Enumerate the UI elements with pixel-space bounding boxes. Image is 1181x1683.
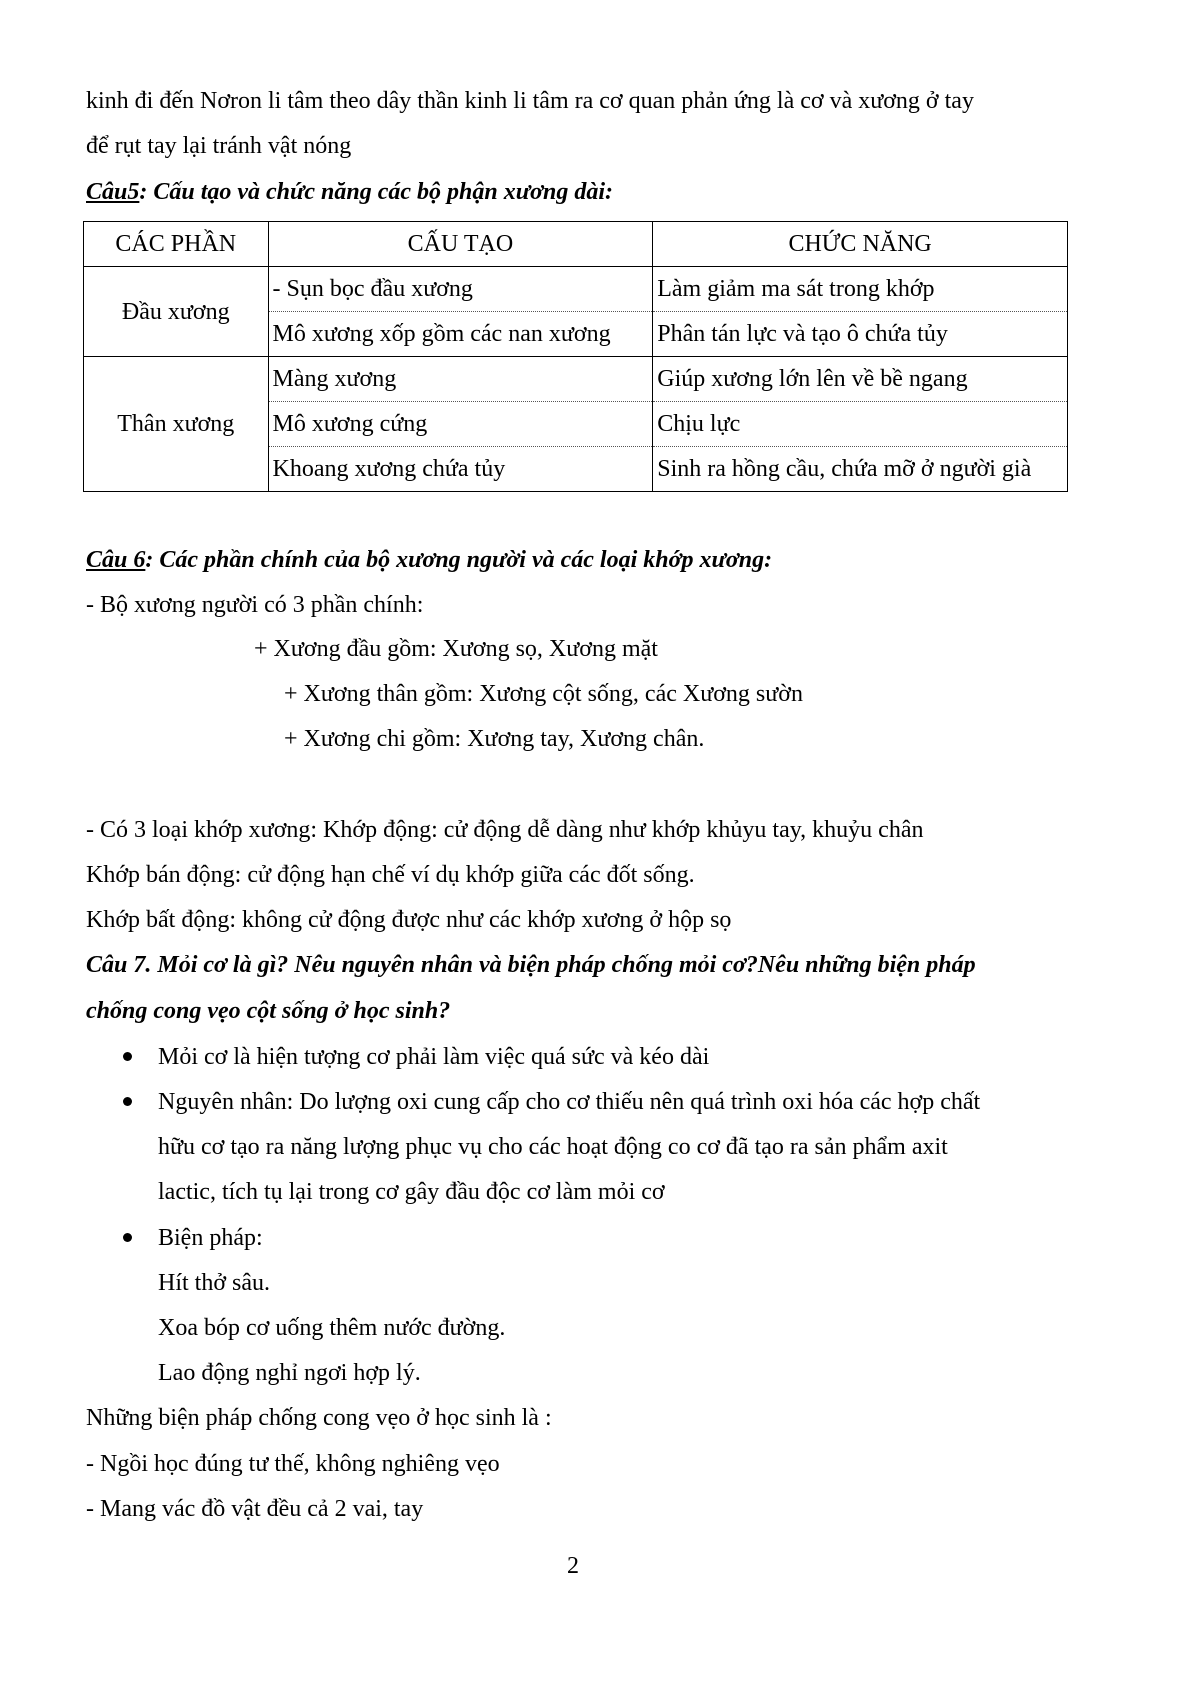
table-header-row <box>84 222 1068 267</box>
header-parts: CÁC PHẦN <box>84 222 269 267</box>
q7-posture-intro: Những biện pháp chống cong vẹo ở học sinh là : <box>86 1405 552 1431</box>
header-function: CHỨC NĂNG <box>653 222 1068 267</box>
function-cell: Giúp xương lớn lên về bề ngang <box>653 357 1068 402</box>
q6-label: Câu 6 <box>86 547 146 573</box>
structure-cell: Mô xương xốp gồm các nan xương <box>268 312 653 357</box>
q6-joints-line-3: Khớp bất động: không cử động được như các khớp xương ở hộp sọ <box>86 907 732 933</box>
q7-bullet-2-line-3: lactic, tích tụ lại trong cơ gây đầu độc cơ làm mỏi cơ <box>158 1179 665 1205</box>
bone-structure-table <box>83 221 1068 492</box>
bullet-icon <box>123 1097 132 1106</box>
structure-cell: Mô xương cứng <box>268 402 653 447</box>
header-structure: CẤU TẠO <box>268 222 653 267</box>
intro-line-2: để rụt tay lại tránh vật nóng <box>86 133 352 159</box>
q7-bullet-1: Mỏi cơ là hiện tượng cơ phải làm việc quá sức và kéo dài <box>158 1044 710 1070</box>
q7-measure-1: Hít thở sâu. <box>158 1270 271 1296</box>
q7-title-line-2: chống cong vẹo cột sống ở học sinh? <box>86 998 451 1024</box>
page-number: 2 <box>567 1553 579 1579</box>
q6-parts-intro: - Bộ xương người có 3 phần chính: <box>86 592 424 618</box>
q7-measure-2: Xoa bóp cơ uống thêm nước đường. <box>158 1315 506 1341</box>
structure-cell: Khoang xương chứa tủy <box>268 447 653 492</box>
q7-bullet-2-line-2: hữu cơ tạo ra năng lượng phục vụ cho các hoạt động co cơ đã tạo ra sản phẩm axit <box>158 1134 948 1160</box>
intro-line-1: kinh đi đến Nơron li tâm theo dây thần kinh li tâm ra cơ quan phản ứng là cơ và xương ở tay <box>86 88 974 114</box>
q6-title: : Các phần chính của bộ xương người và các loại khớp xương: <box>145 547 773 573</box>
q6-part-trunk: + Xương thân gồm: Xương cột sống, các Xương sườn <box>284 681 803 707</box>
function-cell: Chịu lực <box>653 402 1068 447</box>
q7-measure-3: Lao động nghỉ ngơi hợp lý. <box>158 1360 421 1386</box>
q6-part-head: + Xương đầu gồm: Xương sọ, Xương mặt <box>254 636 658 662</box>
bullet-icon <box>123 1052 132 1061</box>
q7-bullet-3: Biện pháp: <box>158 1225 263 1251</box>
function-cell: Làm giảm ma sát trong khớp <box>653 267 1068 312</box>
function-cell: Phân tán lực và tạo ô chứa tủy <box>653 312 1068 357</box>
q6-part-limbs: + Xương chi gồm: Xương tay, Xương chân. <box>284 726 705 752</box>
q7-posture-1: - Ngồi học đúng tư thế, không nghiêng vẹo <box>86 1451 500 1477</box>
q5-label: Câu5 <box>86 179 140 205</box>
q7-title-line-1: Câu 7. Mỏi cơ là gì? Nêu nguyên nhân và biện pháp chống mỏi cơ?Nêu những biện pháp <box>86 952 976 978</box>
q6-joints-line-2: Khớp bán động: cử động hạn chế ví dụ khớp giữa các đốt sống. <box>86 862 695 888</box>
part-shaft: Thân xương <box>84 357 269 492</box>
q7-posture-2: - Mang vác đồ vật đều cả 2 vai, tay <box>86 1496 424 1522</box>
q5-heading <box>86 177 613 207</box>
q6-joints-line-1: - Có 3 loại khớp xương: Khớp động: cử động dễ dàng như khớp khủyu tay, khuỷu chân <box>86 817 924 843</box>
structure-cell: - Sụn bọc đầu xương <box>268 267 653 312</box>
q7-bullet-2-line-1: Nguyên nhân: Do lượng oxi cung cấp cho cơ thiếu nên quá trình oxi hóa các hợp chất <box>158 1089 981 1115</box>
structure-cell: Màng xương <box>268 357 653 402</box>
q6-heading <box>86 545 772 575</box>
table-row <box>84 267 1068 312</box>
q5-title: : Cấu tạo và chức năng các bộ phận xương dài: <box>139 179 614 205</box>
part-head: Đầu xương <box>84 267 269 357</box>
bullet-icon <box>123 1233 132 1242</box>
table-row <box>84 357 1068 402</box>
function-cell: Sinh ra hồng cầu, chứa mỡ ở người già <box>653 447 1068 492</box>
